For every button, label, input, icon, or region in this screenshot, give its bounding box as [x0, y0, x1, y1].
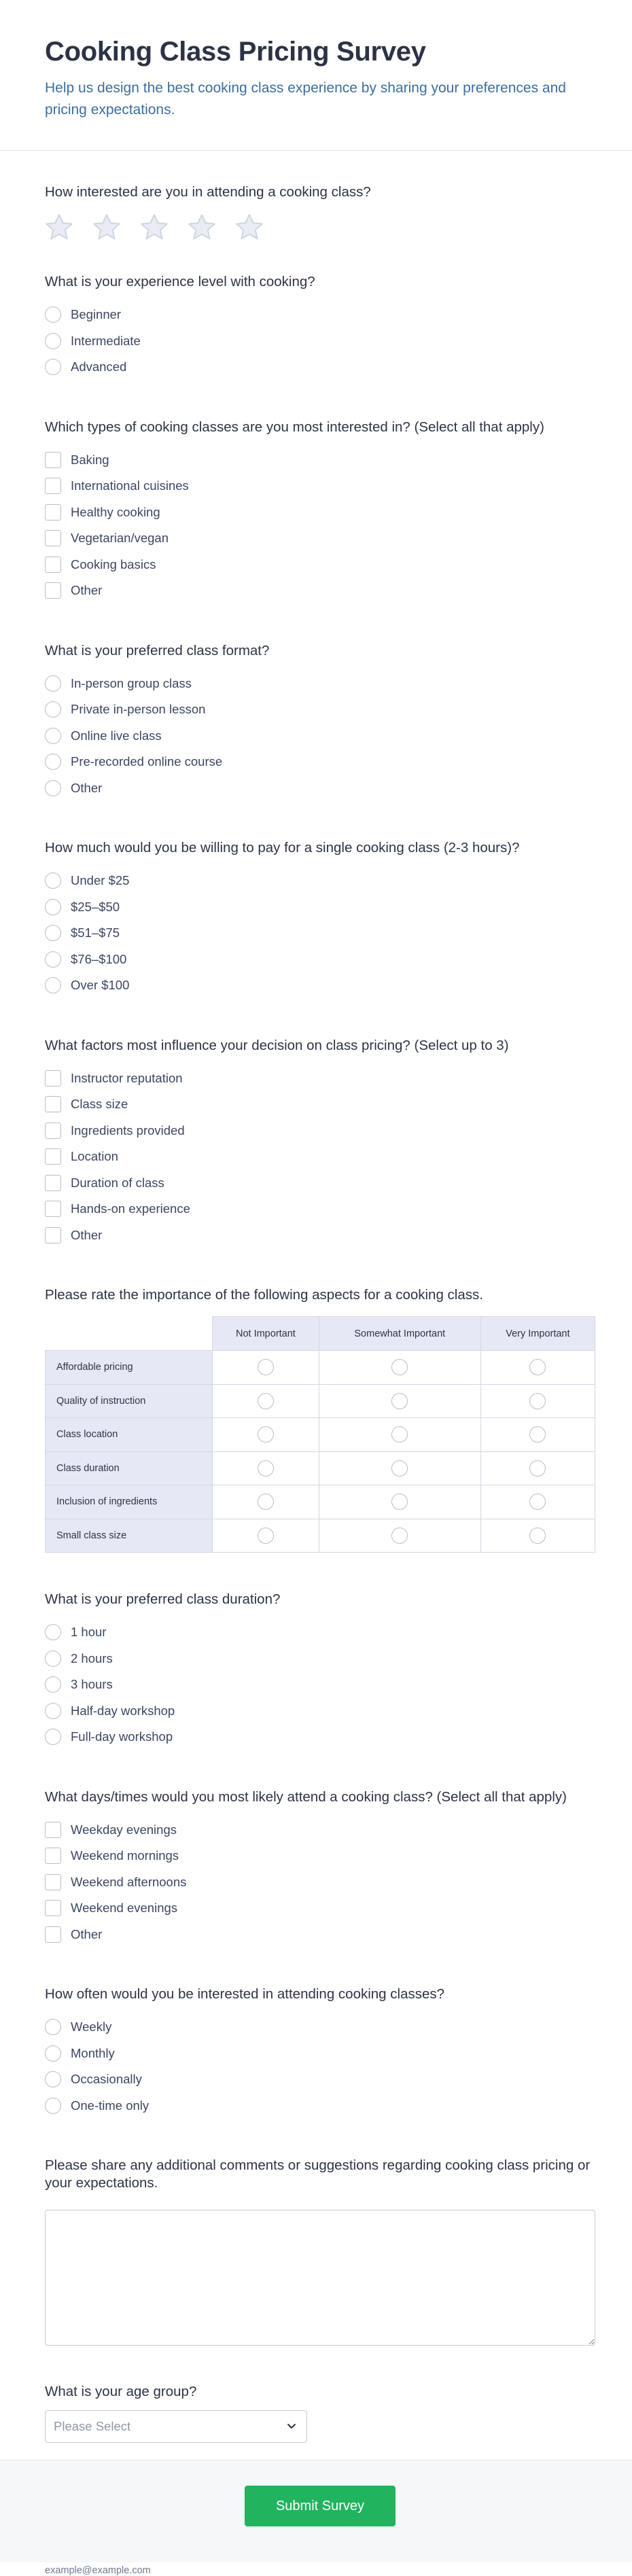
question-class-types — [45, 419, 594, 604]
option-label: International cuisines — [71, 478, 189, 493]
checkbox[interactable] — [45, 1822, 61, 1838]
star-icon[interactable] — [188, 213, 216, 241]
radio-button[interactable] — [45, 675, 61, 692]
radio-option[interactable] — [45, 868, 594, 894]
star-icon[interactable] — [45, 213, 73, 241]
option-label: $25–$50 — [71, 899, 120, 914]
matrix-cell — [213, 1351, 319, 1385]
radio-button[interactable] — [45, 754, 61, 770]
matrix-cell — [480, 1418, 595, 1452]
checkbox-option[interactable] — [45, 1869, 594, 1896]
radio-button[interactable] — [45, 2071, 61, 2087]
matrix-row-label: Inclusion of ingredients — [46, 1485, 213, 1519]
checkbox-option[interactable] — [45, 1065, 594, 1092]
radio-option[interactable] — [45, 1672, 594, 1698]
option-label: Other — [71, 780, 103, 795]
matrix-radio[interactable] — [258, 1426, 274, 1443]
matrix-cell — [480, 1451, 595, 1485]
checkbox[interactable] — [45, 530, 61, 546]
star-rating — [45, 213, 594, 241]
radio-option[interactable] — [45, 2041, 594, 2067]
matrix-corner — [46, 1317, 213, 1351]
radio-option[interactable] — [45, 920, 594, 947]
option-label: Location — [71, 1149, 118, 1164]
matrix-radio[interactable] — [391, 1528, 408, 1544]
question-duration — [45, 1591, 594, 1750]
matrix-row-label: Small class size — [46, 1519, 213, 1553]
radio-button[interactable] — [45, 899, 61, 915]
matrix-radio[interactable] — [529, 1426, 546, 1443]
radio-option[interactable] — [45, 302, 594, 328]
radio-button[interactable] — [45, 2045, 61, 2062]
radio-option[interactable] — [45, 1646, 594, 1672]
option-label: Online live class — [71, 728, 162, 743]
question-label: What days/times would you most likely attend a cooking class? (Select all that apply) — [45, 1788, 567, 1805]
matrix-radio[interactable] — [529, 1460, 546, 1477]
matrix-row — [46, 1351, 595, 1385]
option-label: 2 hours — [71, 1651, 113, 1665]
option-label: Occasionally — [71, 2072, 142, 2087]
radio-option[interactable] — [45, 328, 594, 355]
checkbox[interactable] — [45, 557, 61, 573]
option-label: $76–$100 — [71, 951, 127, 966]
option-label: Ingredients provided — [71, 1123, 185, 1137]
question-label: How interested are you in attending a cooking class? — [45, 184, 371, 200]
form-footer — [0, 2460, 632, 2562]
matrix-cell — [213, 1418, 319, 1452]
checkbox[interactable] — [45, 1096, 61, 1112]
option-label: Healthy cooking — [71, 504, 160, 519]
matrix-row-label: Affordable pricing — [46, 1351, 213, 1385]
radio-option[interactable] — [45, 2014, 594, 2041]
checkbox[interactable] — [45, 504, 61, 521]
question-interest — [45, 183, 594, 241]
checkbox-option[interactable] — [45, 1922, 594, 1948]
radio-option[interactable] — [45, 1698, 594, 1725]
options-list — [45, 1619, 594, 1750]
radio-button[interactable] — [45, 306, 61, 323]
checkbox-option[interactable] — [45, 552, 594, 578]
option-label: Monthly — [71, 2045, 115, 2060]
radio-button[interactable] — [45, 2019, 61, 2035]
question-label: Please rate the importance of the following aspects for a cooking class. — [45, 1287, 483, 1303]
matrix-radio[interactable] — [258, 1528, 274, 1544]
chevron-down-icon — [285, 2420, 298, 2432]
question-label: What is your preferred class duration? — [45, 1591, 281, 1607]
checkbox[interactable] — [45, 582, 61, 599]
matrix-cell — [213, 1485, 319, 1519]
matrix-radio[interactable] — [258, 1494, 274, 1510]
option-label: Instructor reputation — [71, 1070, 183, 1085]
option-label: One-time only — [71, 2098, 150, 2113]
matrix-radio[interactable] — [391, 1359, 408, 1375]
radio-option[interactable] — [45, 775, 594, 802]
radio-option[interactable] — [45, 972, 594, 999]
option-label: Hands-on experience — [71, 1201, 190, 1216]
option-label: Weekly — [71, 2019, 112, 2034]
matrix-cell — [319, 1418, 480, 1452]
radio-option[interactable] — [45, 1619, 594, 1646]
option-label: Full-day workshop — [71, 1729, 173, 1744]
checkbox[interactable] — [45, 1874, 61, 1890]
radio-button[interactable] — [45, 977, 61, 993]
age-group-select[interactable] — [45, 2410, 307, 2443]
radio-button[interactable] — [45, 1676, 61, 1693]
submit-button[interactable]: Submit Survey — [245, 2486, 396, 2526]
options-list — [45, 868, 594, 999]
option-label: Other — [71, 583, 103, 598]
matrix-cell — [319, 1485, 480, 1519]
checkbox[interactable] — [45, 452, 61, 468]
matrix-cell — [480, 1485, 595, 1519]
options-list — [45, 671, 594, 802]
matrix-radio[interactable] — [529, 1528, 546, 1544]
matrix-cell — [213, 1384, 319, 1418]
question-frequency — [45, 1986, 594, 2119]
question-label: How much would you be willing to pay for a single cooking class (2-3 hours)? — [45, 840, 520, 855]
radio-button[interactable] — [45, 951, 61, 968]
option-label: In-person group class — [71, 675, 192, 690]
radio-button[interactable] — [45, 1729, 61, 1745]
matrix-column-header: Not Important — [213, 1317, 319, 1351]
option-label: Half-day workshop — [71, 1703, 175, 1718]
radio-button[interactable] — [45, 359, 61, 375]
matrix-column-header: Very Important — [480, 1317, 595, 1351]
radio-button[interactable] — [45, 1703, 61, 1719]
checkbox[interactable] — [45, 1848, 61, 1864]
matrix-radio[interactable] — [529, 1393, 546, 1409]
checkbox-option[interactable] — [45, 447, 594, 474]
question-days — [45, 1788, 594, 1948]
option-label: Other — [71, 1227, 103, 1242]
option-label: $51–$75 — [71, 925, 120, 940]
radio-option[interactable] — [45, 947, 594, 973]
radio-option[interactable] — [45, 2093, 594, 2119]
checkbox-option[interactable] — [45, 1091, 594, 1118]
checkbox-option[interactable] — [45, 1170, 594, 1197]
checkbox[interactable] — [45, 1175, 61, 1191]
option-label: Pre-recorded online course — [71, 754, 223, 769]
question-label: How often would you be interested in attending cooking classes? — [45, 1986, 445, 2002]
matrix-cell — [480, 1384, 595, 1418]
checkbox-option[interactable] — [45, 1222, 594, 1249]
option-label: 3 hours — [71, 1677, 113, 1692]
option-label: Private in-person lesson — [71, 702, 206, 717]
option-label: Intermediate — [71, 333, 141, 348]
matrix-radio[interactable] — [391, 1494, 408, 1510]
question-label: What is your age group? — [45, 2384, 197, 2399]
option-label: 1 hour — [71, 1625, 107, 1640]
matrix-row — [46, 1384, 595, 1418]
option-label: Weekend afternoons — [71, 1874, 187, 1889]
checkbox-option[interactable] — [45, 1118, 594, 1144]
matrix-row — [46, 1451, 595, 1485]
option-label: Vegetarian/vegan — [71, 531, 169, 546]
question-format — [45, 642, 594, 802]
matrix-radio[interactable] — [258, 1393, 274, 1409]
radio-button[interactable] — [45, 1624, 61, 1640]
question-price — [45, 839, 594, 999]
option-label: Under $25 — [71, 873, 130, 888]
checkbox[interactable] — [45, 1201, 61, 1217]
radio-button[interactable] — [45, 872, 61, 889]
radio-option[interactable] — [45, 1724, 594, 1750]
checkbox[interactable] — [45, 1227, 61, 1243]
option-label: Advanced — [71, 359, 127, 374]
checkbox-option[interactable] — [45, 578, 594, 604]
radio-option[interactable] — [45, 671, 594, 697]
matrix-row — [46, 1418, 595, 1452]
question-label: Which types of cooking classes are you most interested in? (Select all that apply) — [45, 419, 544, 435]
option-label: Cooking basics — [71, 557, 156, 571]
age-group-placeholder: Please Select — [45, 2410, 307, 2443]
matrix-cell — [213, 1519, 319, 1553]
option-label: Duration of class — [71, 1175, 164, 1190]
matrix-radio[interactable] — [529, 1494, 546, 1510]
checkbox-option[interactable] — [45, 1196, 594, 1222]
question-experience — [45, 273, 594, 381]
matrix-radio[interactable] — [391, 1426, 408, 1443]
radio-button[interactable] — [45, 1651, 61, 1667]
matrix-radio[interactable] — [529, 1359, 546, 1375]
option-label: Weekend evenings — [71, 1901, 178, 1916]
options-list — [45, 1065, 594, 1249]
matrix-cell — [480, 1519, 595, 1553]
options-list — [45, 302, 594, 381]
option-label: Weekend mornings — [71, 1848, 179, 1863]
radio-option[interactable] — [45, 894, 594, 921]
checkbox-option[interactable] — [45, 1817, 594, 1843]
comments-textarea[interactable] — [45, 2210, 595, 2346]
matrix-radio[interactable] — [258, 1460, 274, 1477]
survey-form — [0, 151, 632, 2576]
matrix-cell — [213, 1451, 319, 1485]
matrix-radio[interactable] — [391, 1393, 408, 1409]
page-subtitle: Help us design the best cooking class experience by sharing your preferences and pricing expectations. — [45, 80, 566, 118]
star-icon[interactable] — [92, 213, 121, 241]
question-comments — [45, 2157, 594, 2349]
question-importance-matrix — [45, 1286, 594, 1553]
radio-button[interactable] — [45, 728, 61, 744]
page-title: Cooking Class Pricing Survey — [45, 37, 426, 67]
radio-button[interactable] — [45, 333, 61, 349]
question-label: What factors most influence your decision on class pricing? (Select up to 3) — [45, 1037, 509, 1053]
option-label: Over $100 — [71, 978, 130, 993]
checkbox[interactable] — [45, 1123, 61, 1139]
radio-button[interactable] — [45, 925, 61, 941]
checkbox-option[interactable] — [45, 499, 594, 526]
radio-button[interactable] — [45, 780, 61, 796]
checkbox-option[interactable] — [45, 1144, 594, 1170]
matrix-cell — [480, 1351, 595, 1385]
form-header — [0, 0, 632, 151]
radio-option[interactable] — [45, 749, 594, 775]
radio-option[interactable] — [45, 723, 594, 749]
checkbox[interactable] — [45, 1070, 61, 1087]
checkbox[interactable] — [45, 1900, 61, 1916]
checkbox-option[interactable] — [45, 473, 594, 499]
radio-option[interactable] — [45, 696, 594, 723]
radio-button[interactable] — [45, 701, 61, 718]
radio-option[interactable] — [45, 2066, 594, 2093]
matrix-radio[interactable] — [391, 1460, 408, 1477]
matrix-header-row — [46, 1317, 595, 1351]
matrix-row — [46, 1485, 595, 1519]
star-icon[interactable] — [140, 213, 169, 241]
options-list — [45, 1817, 594, 1948]
matrix-cell — [319, 1351, 480, 1385]
checkbox-option[interactable] — [45, 1895, 594, 1922]
matrix-row — [46, 1519, 595, 1553]
question-label: What is your preferred class format? — [45, 642, 270, 658]
matrix-column-header: Somewhat Important — [319, 1317, 480, 1351]
importance-matrix — [45, 1316, 595, 1553]
question-factors — [45, 1037, 594, 1249]
matrix-cell — [319, 1384, 480, 1418]
options-list — [45, 447, 594, 604]
checkbox-option[interactable] — [45, 1843, 594, 1869]
matrix-cell — [319, 1519, 480, 1553]
question-age — [45, 2383, 594, 2443]
question-label: Please share any additional comments or suggestions regarding cooking class pricing or your expectations. — [45, 2157, 591, 2191]
checkbox[interactable] — [45, 478, 61, 494]
options-list — [45, 2014, 594, 2119]
matrix-radio[interactable] — [258, 1359, 274, 1375]
option-label: Baking — [71, 452, 109, 467]
option-label: Beginner — [71, 307, 122, 322]
radio-button[interactable] — [45, 2098, 61, 2114]
matrix-cell — [319, 1451, 480, 1485]
matrix-row-label: Quality of instruction — [46, 1384, 213, 1418]
question-label: What is your experience level with cooking? — [45, 274, 315, 289]
radio-option[interactable] — [45, 354, 594, 381]
checkbox-option[interactable] — [45, 525, 594, 552]
matrix-row-label: Class duration — [46, 1451, 213, 1485]
option-label: Other — [71, 1926, 103, 1941]
checkbox[interactable] — [45, 1926, 61, 1943]
checkbox[interactable] — [45, 1148, 61, 1165]
option-label: Weekday evenings — [71, 1822, 177, 1837]
star-icon[interactable] — [235, 213, 264, 241]
email-sublabel: example@example.com — [45, 2565, 151, 2576]
matrix-row-label: Class location — [46, 1418, 213, 1452]
option-label: Class size — [71, 1097, 128, 1112]
